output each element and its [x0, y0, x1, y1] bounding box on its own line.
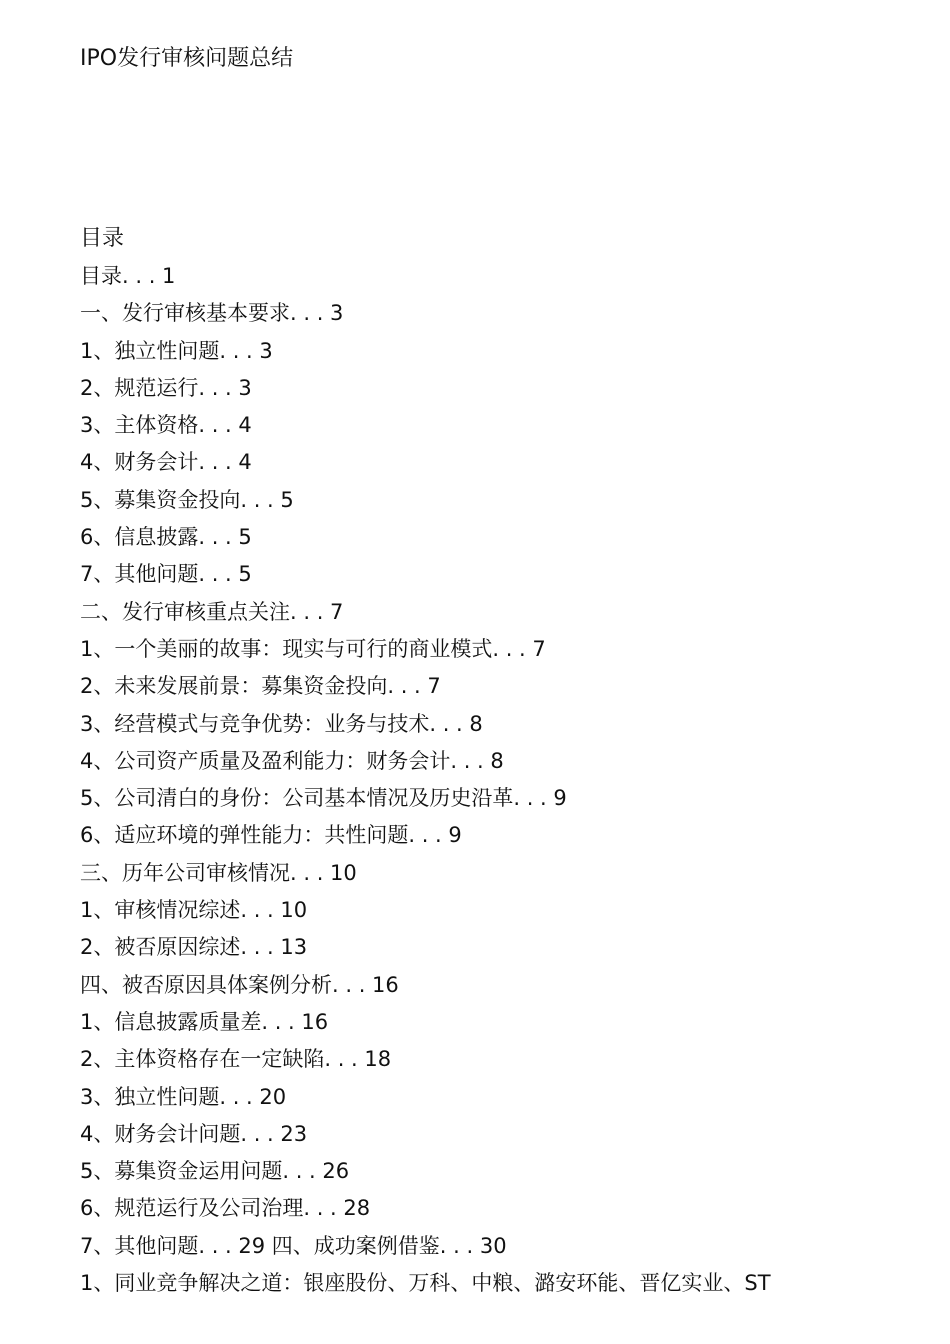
document-title: IPO发行审核问题总结 [80, 46, 294, 71]
toc-entry: 一、发行审核基本要求. . . 3 [80, 301, 344, 326]
toc-entry: 目录. . . 1 [80, 264, 176, 288]
toc-entry: 2、主体资格存在一定缺陷. . . 18 [80, 1047, 392, 1072]
toc-entry: 1、审核情况综述. . . 10 [80, 898, 308, 923]
toc-entry: 4、财务会计. . . 4 [80, 450, 252, 475]
toc-heading: 目录 [80, 226, 125, 251]
toc-entry: 三、历年公司审核情况. . . 10 [80, 860, 357, 885]
toc-entry: 3、经营模式与竞争优势：业务与技术. . . 8 [80, 711, 483, 736]
toc-entry: 4、财务会计问题. . . 23 [80, 1121, 308, 1146]
toc-entry: 5、募集资金投向. . . 5 [80, 487, 294, 512]
toc-entry: 1、同业竞争解决之道：银座股份、万科、中粮、潞安环能、晋亿实业、ST [80, 1271, 771, 1296]
toc-entry: 2、未来发展前景：募集资金投向. . . 7 [80, 674, 441, 699]
toc-entry: 2、被否原因综述. . . 13 [80, 935, 308, 960]
toc-entry: 二、发行审核重点关注. . . 7 [80, 599, 344, 624]
toc-entry: 6、适应环境的弹性能力：共性问题. . . 9 [80, 823, 462, 848]
toc-entry: 5、募集资金运用问题. . . 26 [80, 1159, 350, 1184]
toc-entry: 6、规范运行及公司治理. . . 28 [80, 1196, 371, 1221]
toc-entry: 6、信息披露. . . 5 [80, 525, 252, 550]
toc-entry: 1、独立性问题. . . 3 [80, 338, 273, 363]
toc-entry: 2、规范运行. . . 3 [80, 375, 252, 400]
toc-entry: 7、其他问题. . . 5 [80, 562, 252, 587]
toc-entry: 四、被否原因具体案例分析. . . 16 [80, 972, 399, 997]
toc-entry: 1、信息披露质量差. . . 16 [80, 1009, 329, 1034]
toc-entry: 3、主体资格. . . 4 [80, 413, 252, 438]
toc-entry: 3、独立性问题. . . 20 [80, 1084, 287, 1109]
table-of-contents [80, 261, 920, 1305]
toc-entry: 5、公司清白的身份：公司基本情况及历史沿革. . . 9 [80, 786, 567, 811]
toc-entry: 7、其他问题. . . 29 四、成功案例借鉴. . . 30 [80, 1233, 507, 1258]
toc-entry: 4、公司资产质量及盈利能力：财务会计. . . 8 [80, 748, 504, 773]
toc-entry: 1、一个美丽的故事：现实与可行的商业模式. . . 7 [80, 636, 546, 661]
